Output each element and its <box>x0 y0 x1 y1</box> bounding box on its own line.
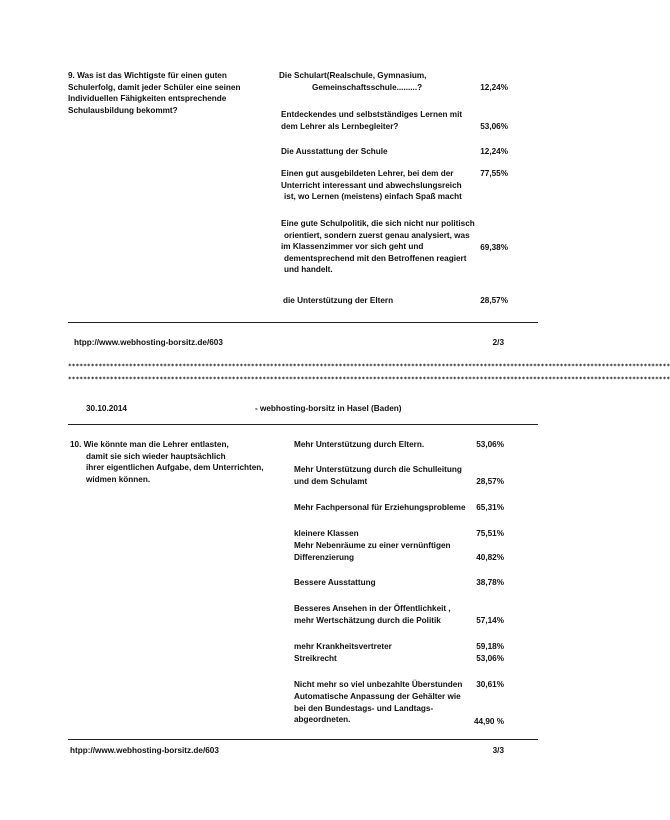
footer-url: htpp://www.webhosting-borsitz.de/603 <box>70 746 219 755</box>
header-divider <box>68 424 538 425</box>
footer-url: htpp://www.webhosting-borsitz.de/603 <box>74 338 223 347</box>
q9-answer-1 <box>279 70 426 93</box>
q9-answer-2 <box>281 109 462 132</box>
q10-answer-1: Mehr Unterstützung durch Eltern. <box>294 440 425 449</box>
answer-line: orientiert, sondern zuerst genau analysiert, was <box>284 230 470 240</box>
q9-question <box>68 70 240 116</box>
q10-answer-10-percent: 30,61% <box>476 680 504 689</box>
q10-question <box>70 439 264 485</box>
q10-answer-11-percent: 44,90 % <box>473 717 504 726</box>
q9-answer-6 <box>283 295 393 307</box>
footer-page-number: 2/3 <box>492 338 504 347</box>
q10-answer-1-percent: 53,06% <box>476 440 504 449</box>
q9-answer-4-percent: 77,55% <box>480 169 508 178</box>
q10-answer-11 <box>294 691 461 726</box>
answer-line: dementsprechend mit den Betroffenen reagiert <box>284 253 467 263</box>
q9-answer-2-percent: 53,06% <box>480 122 508 131</box>
answer-line: ist, wo Lernen (meistens) einfach Spaß macht <box>284 192 462 202</box>
answer-line: mehr Wertschätzung durch die Politik <box>294 615 441 625</box>
q10-question-line: damit sie sich wieder hauptsächlich <box>86 451 226 461</box>
answer-line: Differenzierung <box>294 552 355 562</box>
answer-line: Gemeinschaftsschule.........? <box>312 82 423 92</box>
q9-question-line: Individuellen Fähigkeiten entsprechende <box>68 94 227 104</box>
answer-line: Automatische Anpassung der Gehälter wie <box>294 692 461 701</box>
q10-answer-5-percent: 40,82% <box>476 553 504 562</box>
answer-line: Die Schulart(Realschule, Gymnasium, <box>279 71 427 80</box>
star-separator: ************************************************************************************************************************************************************** <box>68 376 670 383</box>
q10-question-line: ihrer eigentlichen Aufgabe, dem Unterrichten, <box>86 463 264 473</box>
q10-answer-4: kleinere Klassen <box>294 529 359 538</box>
answer-line: dem Lehrer als Lernbegleiter? <box>281 121 399 131</box>
answer-line: und handelt. <box>284 265 333 275</box>
answer-line: Besseres Ansehen in der Öffentlichkeit , <box>294 604 451 613</box>
q10-answer-7 <box>294 603 451 626</box>
q10-answer-9-percent: 53,06% <box>476 654 504 663</box>
header-date: 30.10.2014 <box>86 404 127 413</box>
answer-line: im Klassenzimmer vor sich geht und <box>281 242 424 252</box>
answer-line: Entdeckendes und selbstständiges Lernen mit <box>281 110 463 119</box>
answer-line: Mehr Unterstützung durch die Schulleitung <box>294 465 462 474</box>
answer-line: bei den Bundestags- und Landtags- <box>294 703 434 713</box>
answer-line: Unterricht interessant und abwechslungsreich <box>281 180 462 190</box>
q9-answer-6-percent: 28,57% <box>480 296 508 305</box>
answer-line: und dem Schulamt <box>294 476 368 486</box>
q10-answer-2 <box>294 464 462 487</box>
q9-question-line: Schulausbildung bekommt? <box>68 105 178 115</box>
footer-divider <box>68 322 538 323</box>
header-title: - webhosting-borsitz in Hasel (Baden) <box>255 404 402 413</box>
q10-answer-6: Bessere Ausstattung <box>294 578 376 587</box>
q10-question-line: widmen können. <box>86 474 151 484</box>
footer-page-number: 3/3 <box>492 746 504 755</box>
q9-answer-5 <box>281 218 475 276</box>
q10-answer-5 <box>294 540 451 563</box>
q10-answer-2-percent: 28,57% <box>476 477 504 486</box>
q9-answer-1-percent: 12,24% <box>480 83 508 92</box>
q9-answer-5-percent: 69,38% <box>480 243 508 252</box>
answer-line: Eine gute Schulpolitik, die sich nicht nur politisch <box>281 219 475 228</box>
q10-answer-6-percent: 38,78% <box>476 578 504 587</box>
q10-answer-8-percent: 59,18% <box>476 642 504 651</box>
q9-answer-3-percent: 12,24% <box>480 147 508 156</box>
answer-line: Die Ausstattung der Schule <box>281 147 388 156</box>
q10-answer-4-percent: 75,51% <box>476 529 504 538</box>
q10-answer-3: Mehr Fachpersonal für Erziehungsprobleme <box>294 503 466 512</box>
answer-line: die Unterstützung der Eltern <box>283 296 394 305</box>
star-separator: ************************************************************************************************************************************************************** <box>68 363 670 370</box>
q10-answer-7-percent: 57,14% <box>476 616 504 625</box>
q9-answer-4 <box>281 168 462 203</box>
q10-answer-8: mehr Krankheitsvertreter <box>294 642 392 651</box>
answer-line: Einen gut ausgebildeten Lehrer, bei dem der <box>281 169 454 178</box>
q10-question-line: 10. Wie könnte man die Lehrer entlasten, <box>70 440 229 449</box>
q10-answer-9: Streikrecht <box>294 654 337 663</box>
q9-question-line: Schulerfolg, damit jeder Schüler eine seinen <box>68 82 241 92</box>
q9-question-line: 9. Was ist das Wichtigste für einen guten <box>68 71 227 80</box>
q10-answer-10: Nicht mehr so viel unbezahlte Überstunden <box>294 680 463 689</box>
q10-answer-3-percent: 65,31% <box>476 503 504 512</box>
q9-answer-3 <box>281 146 388 158</box>
answer-line: abgeordneten. <box>294 715 351 725</box>
answer-line: Mehr Nebenräume zu einer vernünftigen <box>294 541 451 550</box>
footer-divider <box>68 739 538 740</box>
